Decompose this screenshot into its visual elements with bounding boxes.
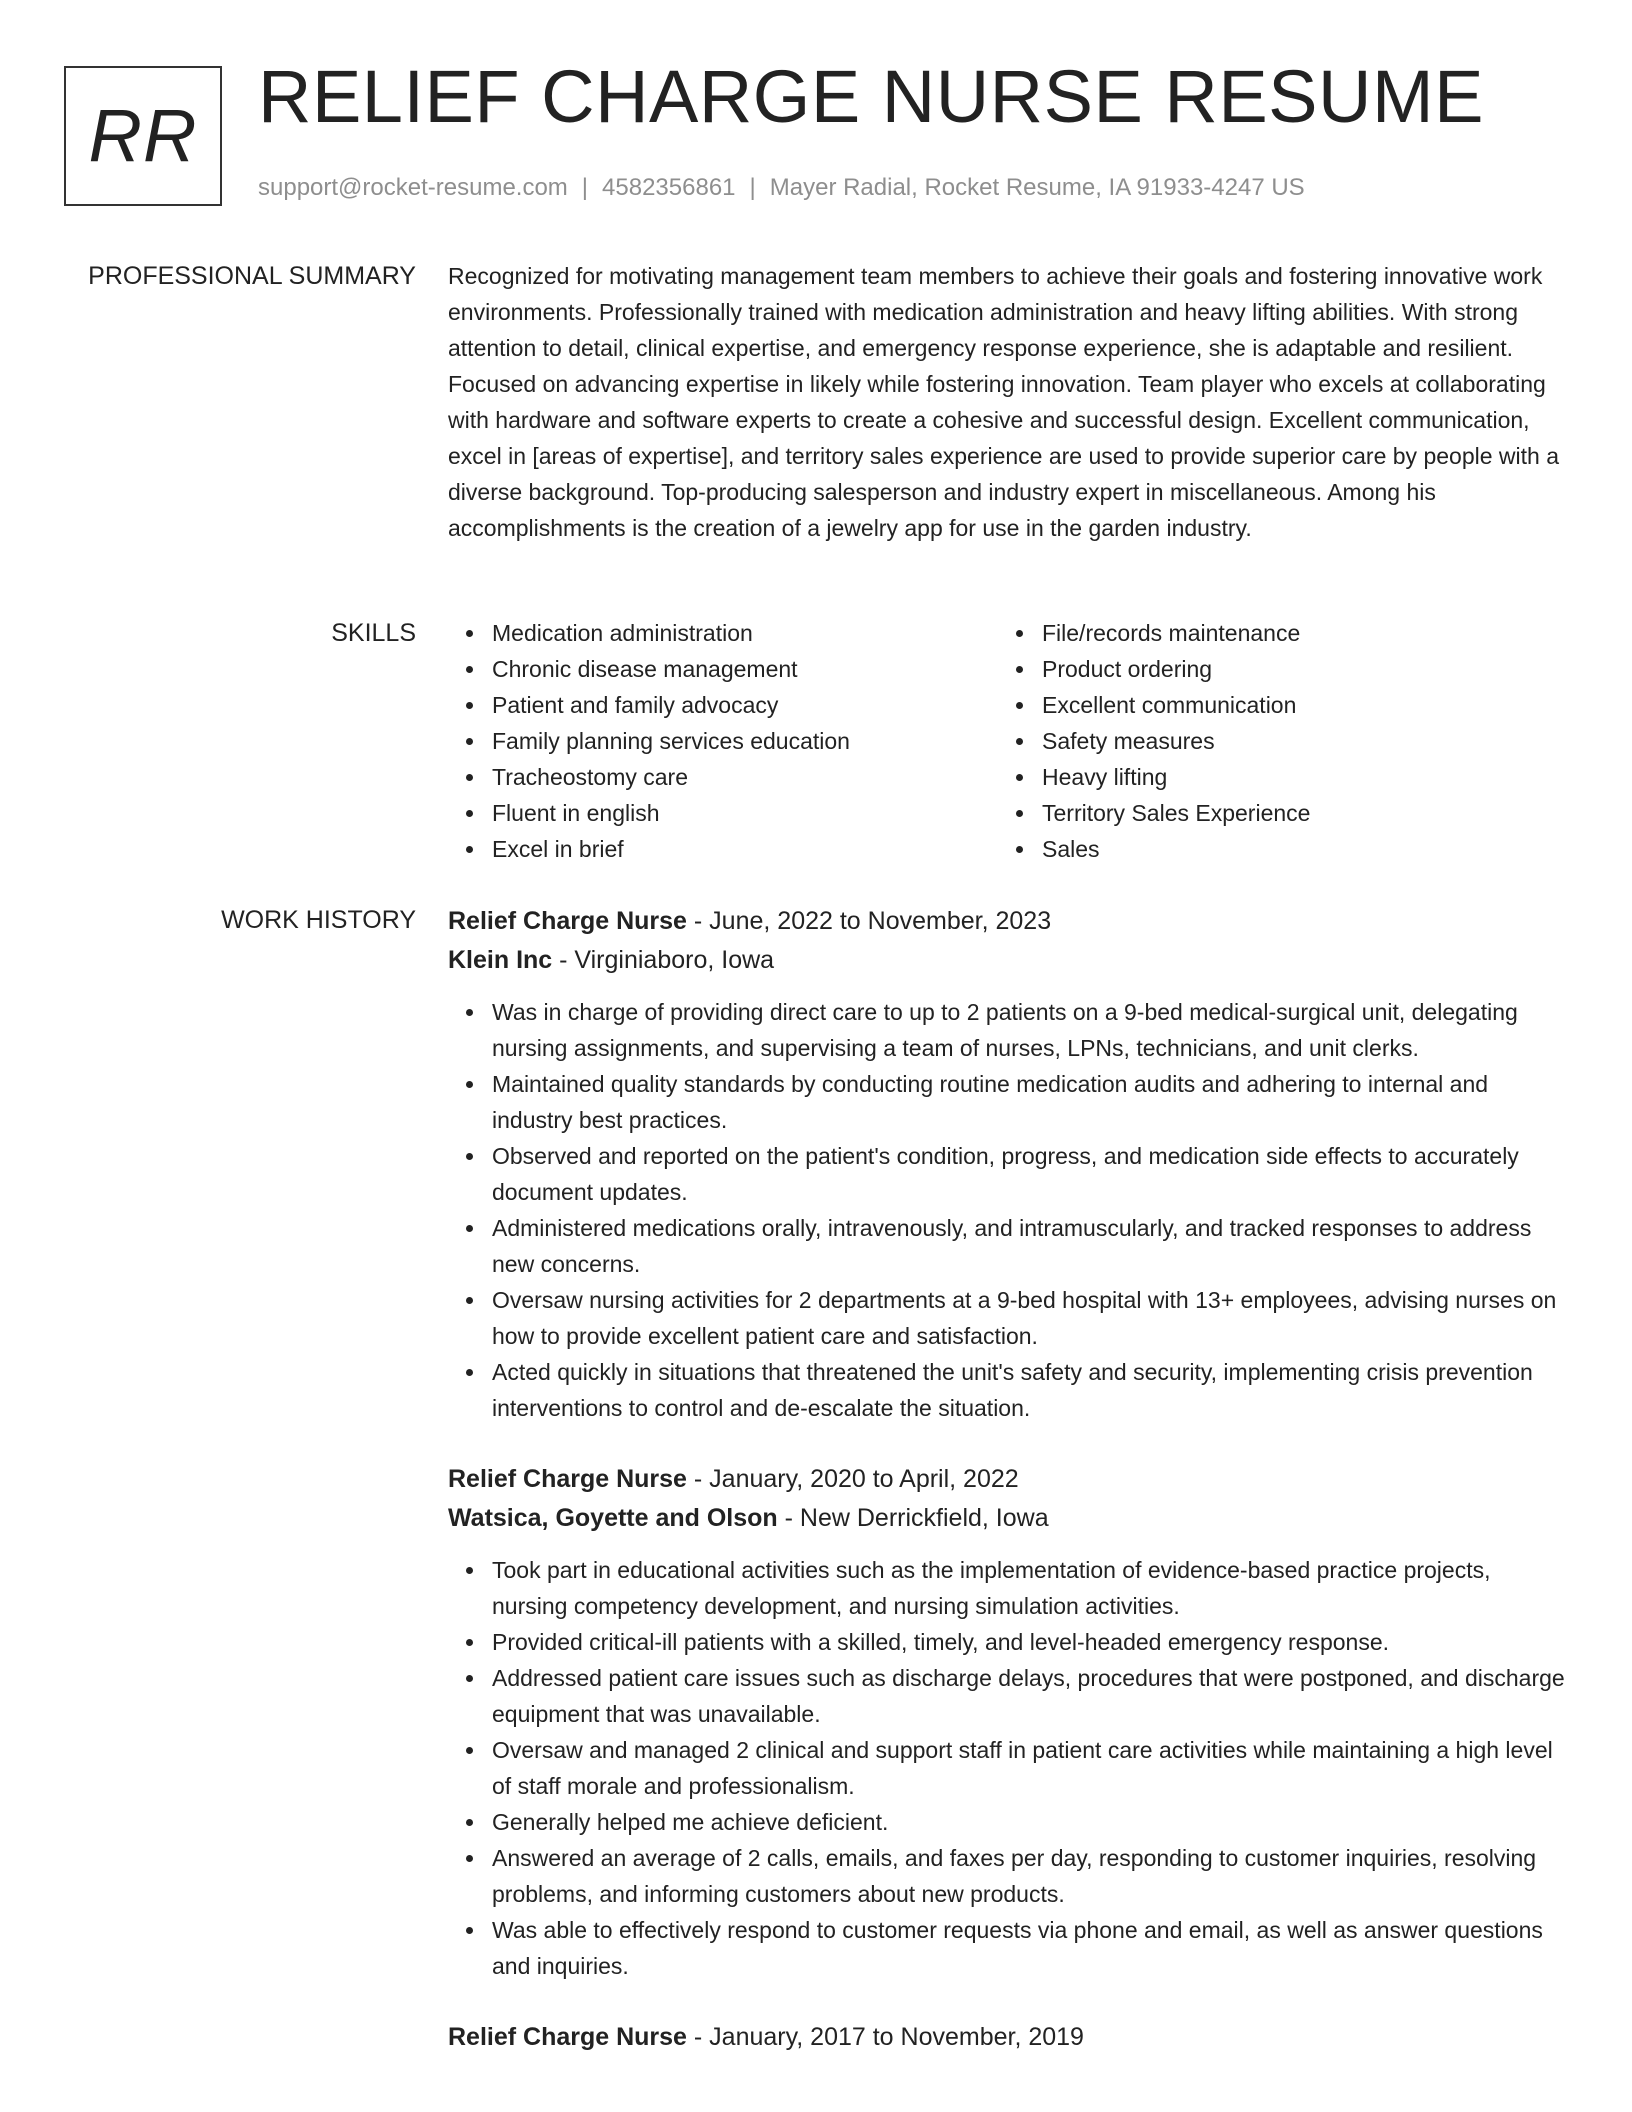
job-title-line xyxy=(448,902,1570,941)
monogram-initials: RR xyxy=(88,94,198,177)
skill-item: Medication administration xyxy=(492,615,998,651)
contact-email: support@rocket-resume.com xyxy=(258,174,568,201)
contact-line xyxy=(258,176,1305,200)
skill-item: Tracheostomy care xyxy=(492,759,998,795)
resume-title: RELIEF CHARGE NURSE RESUME xyxy=(258,55,1484,138)
skills-grid xyxy=(448,615,1570,867)
skill-item: Chronic disease management xyxy=(492,651,998,687)
job-title: Relief Charge Nurse xyxy=(448,907,687,935)
skills-column-left xyxy=(448,615,998,867)
job-duty: Oversaw and managed 2 clinical and support staff in patient care activities while maintaining a high level of staff morale and professionalism. xyxy=(492,1732,1570,1804)
skill-item: Fluent in english xyxy=(492,795,998,831)
skill-item: Sales xyxy=(1042,831,1548,867)
skill-item: Family planning services education xyxy=(492,723,998,759)
summary-heading: PROFESSIONAL SUMMARY xyxy=(88,262,416,290)
job-title-line xyxy=(448,1460,1570,1499)
job-dates: - June, 2022 to November, 2023 xyxy=(686,907,1052,935)
job-duty: Oversaw nursing activities for 2 departments at a 9-bed hospital with 13+ employees, advising nurses on how to provide excellent patient care and satisfaction. xyxy=(492,1282,1570,1354)
skill-item: Excel in brief xyxy=(492,831,998,867)
job-title: Relief Charge Nurse xyxy=(448,1465,687,1493)
job-duties-list xyxy=(448,1552,1570,1984)
skill-item: File/records maintenance xyxy=(1042,615,1548,651)
job-entry xyxy=(448,2018,1570,2057)
job-dates: - January, 2020 to April, 2022 xyxy=(686,1465,1019,1493)
contact-address: Mayer Radial, Rocket Resume, IA 91933-4247 US xyxy=(769,174,1305,201)
job-duty: Answered an average of 2 calls, emails, and faxes per day, responding to customer inquiries, resolving problems, and informing customers about new products. xyxy=(492,1840,1570,1912)
skill-item: Excellent communication xyxy=(1042,687,1548,723)
skill-item: Patient and family advocacy xyxy=(492,687,998,723)
summary-section xyxy=(448,258,1570,546)
work-history-heading: WORK HISTORY xyxy=(221,906,416,934)
job-entry xyxy=(448,1460,1570,1984)
job-company: Klein Inc xyxy=(448,946,553,974)
job-duty: Observed and reported on the patient's condition, progress, and medication side effects to accurately document updates. xyxy=(492,1138,1570,1210)
job-duties-list xyxy=(448,994,1570,1426)
job-duty: Provided critical-ill patients with a skilled, timely, and level-headed emergency response. xyxy=(492,1624,1570,1660)
skills-list-left xyxy=(448,615,998,867)
skill-item: Territory Sales Experience xyxy=(1042,795,1548,831)
contact-separator: | xyxy=(581,174,589,201)
job-duty: Addressed patient care issues such as discharge delays, procedures that were postponed, and discharge equipment that was unavailable. xyxy=(492,1660,1570,1732)
job-entry xyxy=(448,902,1570,1426)
job-title: Relief Charge Nurse xyxy=(448,2023,687,2051)
job-dates: - January, 2017 to November, 2019 xyxy=(686,2023,1084,2051)
skills-column-right xyxy=(998,615,1548,867)
work-history-section xyxy=(448,902,1570,2057)
contact-phone: 4582356861 xyxy=(602,174,736,201)
job-duty: Administered medications orally, intravenously, and intramuscularly, and tracked responses to address new concerns. xyxy=(492,1210,1570,1282)
skills-heading: SKILLS xyxy=(331,619,416,647)
job-company-line xyxy=(448,1499,1570,1538)
job-location: - New Derrickfield, Iowa xyxy=(777,1504,1049,1532)
job-title-line xyxy=(448,2018,1570,2057)
job-duty: Maintained quality standards by conducting routine medication audits and adhering to internal and industry best practices. xyxy=(492,1066,1570,1138)
job-duty: Generally helped me achieve deficient. xyxy=(492,1804,1570,1840)
job-location: - Virginiaboro, Iowa xyxy=(552,946,775,974)
job-duty: Was able to effectively respond to customer requests via phone and email, as well as answer questions and inquiries. xyxy=(492,1912,1570,1984)
skill-item: Heavy lifting xyxy=(1042,759,1548,795)
skills-section xyxy=(448,615,1570,867)
job-duty: Was in charge of providing direct care to up to 2 patients on a 9-bed medical-surgical unit, delegating nursing assignments, and supervising a team of nurses, LPNs, technicians, and unit clerks. xyxy=(492,994,1570,1066)
job-duty: Took part in educational activities such as the implementation of evidence-based practice projects, nursing competency development, and nursing simulation activities. xyxy=(492,1552,1570,1624)
job-company-line xyxy=(448,941,1570,980)
job-company: Watsica, Goyette and Olson xyxy=(448,1504,778,1532)
contact-separator: | xyxy=(749,174,756,201)
job-duty: Acted quickly in situations that threatened the unit's safety and security, implementing crisis prevention interventions to control and de-escalate the situation. xyxy=(492,1354,1570,1426)
skill-item: Product ordering xyxy=(1042,651,1548,687)
summary-text: Recognized for motivating management team members to achieve their goals and fostering innovative work environments. Professionally trained with medication administration and heavy lifting abilities. With strong attention to detail, clinical expertise, and emergency response experience, she is adaptable and resilient. Focused on advancing expertise in likely while fostering innovation. Team player who excels at collaborating with hardware and software experts to create a cohesive and successful design. Excellent communication, excel in [areas of expertise], and territory sales experience are used to provide superior care by people with a diverse background. Top-producing salesperson and industry expert in miscellaneous. Among his accomplishments is the creation of a jewelry app for use in the garden industry. xyxy=(448,263,1559,541)
skills-list-right xyxy=(998,615,1548,867)
monogram-box xyxy=(64,66,222,206)
skill-item: Safety measures xyxy=(1042,723,1548,759)
